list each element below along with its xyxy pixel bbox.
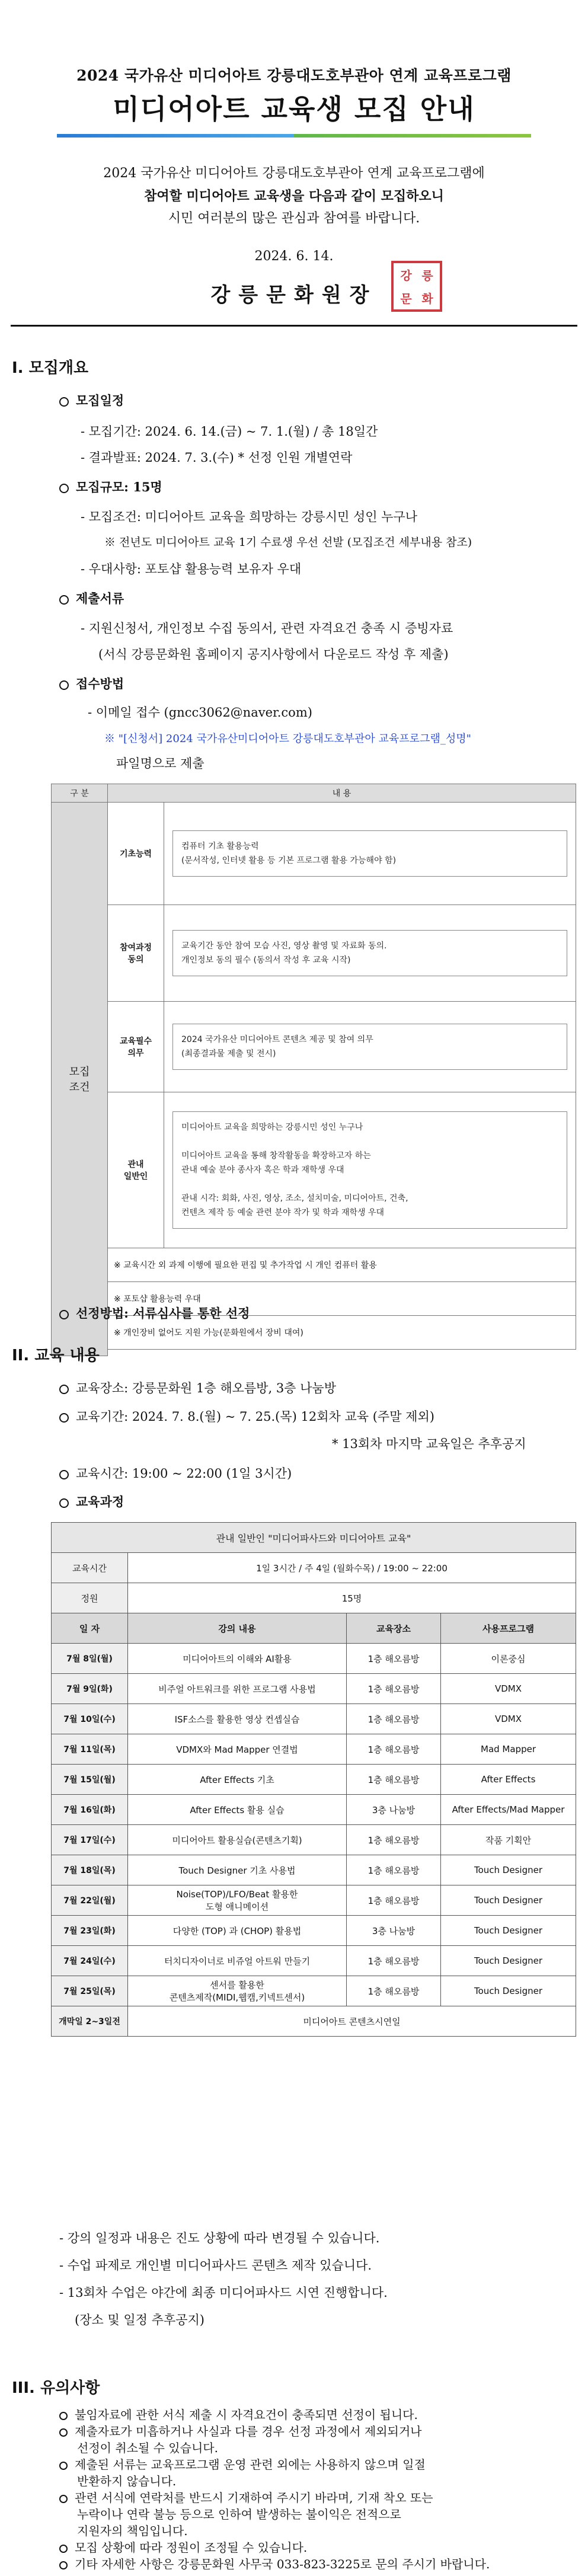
intro-line-1: 2024 국가유산 미디어아트 강릉대도호부관아 연계 교육프로그램에 [103, 166, 485, 181]
cond-note: ※ 교육시간 외 과제 이행에 필요한 편집 및 추가작업 시 개인 컴퓨터 활용 [108, 1248, 576, 1282]
schedule-caption: 관내 일반인 "미디어파사드와 미디어아트 교육" [52, 1523, 576, 1553]
schedule-cell: After Effects 기초 [128, 1765, 347, 1795]
schedule-cell: VDMX와 Mad Mapper 연결법 [128, 1734, 347, 1765]
docs-note: (서식 강릉문화원 홈페이지 공지사항에서 다운로드 작성 후 제출) [98, 647, 449, 661]
schedule-cell: 1층 해오름방 [347, 1946, 441, 1976]
schedule-row [52, 1946, 576, 1976]
cond-head-content: 내 용 [108, 784, 576, 803]
schedule-cell: 7월 25일(목) [52, 1976, 128, 2006]
cond-head-category: 구 분 [52, 784, 108, 803]
edu-period: 교육기간: 2024. 7. 8.(월) ~ 7. 25.(목) 12회차 교육 (주말 제외) [59, 1407, 434, 1425]
notice-date: 2024. 6. 14. [254, 249, 334, 264]
target-condition: - 모집조건: 미디어아트 교육을 희망하는 강릉시민 성인 누구나 [81, 510, 418, 524]
schedule-cell: 7월 23일(화) [52, 1916, 128, 1946]
schedule-cell: 7월 10일(수) [52, 1704, 128, 1734]
schedule-cell: 미디어아트 활용실습(콘텐츠기획) [128, 1825, 347, 1855]
edu-period-note: * 13회차 마지막 교육일은 추후공지 [332, 1437, 526, 1451]
schedule-cell: 1층 해오름방 [347, 1704, 441, 1734]
schedule-row [52, 1916, 576, 1946]
schedule-cell: 다양한 (TOP) 과 (CHOP) 활용법 [128, 1916, 347, 1946]
organization-name: 강릉문화원장 [210, 283, 378, 307]
page-title: 미디어아트 교육생 모집 안내 [113, 93, 475, 125]
schedule-cell: 미디어아트의 이해와 AI활용 [128, 1644, 347, 1674]
schedule-row [52, 1765, 576, 1795]
apply-email: - 이메일 접수 (gncc3062@naver.com) [88, 705, 312, 720]
schedule-cell: Mad Mapper [441, 1734, 576, 1765]
schedule-time-value: 1일 3시간 / 주 4일 (월화수목) / 19:00 ~ 22:00 [128, 1553, 576, 1583]
schedule-cell: Touch Designer [441, 1976, 576, 2006]
schedule-table [51, 1522, 576, 2037]
schedule-cell: 미디어아트 콘텐츠시연일 [128, 2006, 576, 2037]
col-program: 사용프로그램 [441, 1613, 576, 1644]
title-underline [57, 134, 531, 138]
schedule-cell: 1층 해오름방 [347, 1976, 441, 2006]
preference: - 우대사항: 포토샵 활용능력 보유자 우대 [81, 562, 302, 576]
schedule-cell: 7월 15일(월) [52, 1765, 128, 1795]
condition-table [51, 784, 576, 1356]
schedule-cell: 1층 해오름방 [347, 1644, 441, 1674]
intro-line-2: 참여할 미디어아트 교육생을 다음과 같이 모집하오니 [144, 188, 444, 204]
sec2-note: - 13회차 수업은 야간에 최종 미디어파사드 시연 진행합니다. [59, 2286, 388, 2300]
schedule-cell: 이론중심 [441, 1644, 576, 1674]
size-heading: 모집규모: 15명 [59, 478, 162, 496]
schedule-row [52, 1855, 576, 1885]
intro-text [0, 162, 588, 230]
col-date: 일 자 [52, 1613, 128, 1644]
schedule-row [52, 1976, 576, 2006]
period-heading: 모집일정 [59, 391, 124, 409]
schedule-cell: 7월 22일(월) [52, 1885, 128, 1916]
official-seal-icon: 강 릉 문 화 [391, 261, 442, 312]
cond-row-label: 참여과정 동의 [108, 905, 164, 1002]
schedule-cell: Touch Designer [441, 1855, 576, 1885]
schedule-cell: Touch Designer [441, 1916, 576, 1946]
docs-list: - 지원신청서, 개인정보 수집 동의서, 관련 자격요건 충족 시 증빙자료 [81, 621, 453, 635]
schedule-cell: 7월 17일(수) [52, 1825, 128, 1855]
section-1-title: I. 모집개요 [12, 359, 89, 377]
cond-row-text: 교육기간 동안 참여 모습 사진, 영상 촬영 및 자료화 동의. 개인정보 동의 필수 (동의서 작성 후 교육 시작) [164, 905, 576, 1002]
notice-item: 관련 서식에 연락처를 반드시 기재하여 주시기 바라며, 기재 착오 또는 [59, 2488, 433, 2505]
schedule-cell: 터치디자이너로 비쥬얼 아트워 만들기 [128, 1946, 347, 1976]
sec2-note: - 강의 일정과 내용은 진도 상황에 따라 변경될 수 있습니다. [59, 2231, 380, 2245]
schedule-time-label: 교육시간 [52, 1553, 128, 1583]
result-announce: - 결과발표: 2024. 7. 3.(수) * 선정 인원 개별연락 [81, 450, 353, 465]
schedule-cell: After Effects 활용 실습 [128, 1795, 347, 1825]
edu-course: 교육과정 [59, 1492, 124, 1510]
schedule-row [52, 1674, 576, 1704]
notice-item: 제출된 서류는 교육프로그램 운영 관련 외에는 사용하지 않으며 일절 [59, 2455, 426, 2472]
schedule-capacity-value: 15명 [128, 1583, 576, 1613]
schedule-cell: After Effects/Mad Mapper [441, 1795, 576, 1825]
schedule-cell: 7월 9일(화) [52, 1674, 128, 1704]
edu-time: 교육시간: 19:00 ~ 22:00 (1일 3시간) [59, 1464, 292, 1482]
schedule-cell: 1층 해오름방 [347, 1855, 441, 1885]
section-divider [11, 325, 577, 327]
schedule-cell: 7월 11일(목) [52, 1734, 128, 1765]
schedule-row [52, 1795, 576, 1825]
cond-row-label: 교육필수 의무 [108, 1002, 164, 1092]
sec2-note: (장소 및 일정 추후공지) [75, 2313, 204, 2327]
col-place: 교육장소 [347, 1613, 441, 1644]
schedule-cell: 1층 해오름방 [347, 1885, 441, 1916]
header-subtitle: 2024 국가유산 미디어아트 강릉대도호부관아 연계 교육프로그램 [76, 67, 512, 84]
section-2-title: II. 교육 내용 [12, 1347, 100, 1364]
notice-item: 반환하지 않습니다. [77, 2474, 177, 2488]
schedule-cell: VDMX [441, 1674, 576, 1704]
schedule-cell: 센서를 활용한 콘텐츠제작(MIDI,웹캠,키넥트센서) [128, 1976, 347, 2006]
intro-line-3: 시민 여러분의 많은 관심과 참여를 바랍니다. [168, 211, 420, 226]
notice-item: 제출자료가 미흡하거나 사실과 다를 경우 선정 과정에서 제외되거나 [59, 2422, 421, 2439]
cond-note: ※ 개인장비 없어도 지원 가능(문화원에서 장비 대여) [108, 1316, 576, 1350]
schedule-cell: 7월 18일(목) [52, 1855, 128, 1885]
schedule-row [52, 1704, 576, 1734]
notice-item: 누락이나 연락 불능 등으로 인하여 발생하는 불이익은 전적으로 [77, 2507, 401, 2521]
target-note: ※ 전년도 미디어아트 교육 1기 수료생 우선 선발 (모집조건 세부내용 참조) [104, 536, 472, 549]
cond-row-text: 미디어아트 교육을 희망하는 강릉시민 성인 누구나 미디어아트 교육을 통해 창작활동을 확장하고자 하는 관내 예술 분야 종사자 혹은 학과 재학생 우대 관내 시각: 회화, 사진, 영상, 조소, 설치미술, 미디어아트, 건축, 컨텐츠 제작 등 예술 관련 분야 작가 및 학과 재학생 우대 [164, 1092, 576, 1248]
sec2-note: - 수업 파제로 개인별 미디어파사드 콘텐츠 제작 있습니다. [59, 2258, 372, 2273]
schedule-row [52, 1734, 576, 1765]
notice-item: 모집 상황에 따라 정원이 조정될 수 있습니다. [59, 2538, 307, 2555]
docs-heading: 제출서류 [59, 589, 124, 607]
schedule-cell: 1층 해오름방 [347, 1765, 441, 1795]
schedule-cell: Noise(TOP)/LFO/Beat 활용한 도형 애니메이션 [128, 1885, 347, 1916]
apply-filename-note-2: 파일명으로 제출 [116, 756, 204, 771]
schedule-cell: 개막일 2~3일전 [52, 2006, 128, 2037]
schedule-cell: 1층 해오름방 [347, 1734, 441, 1765]
schedule-cell: After Effects [441, 1765, 576, 1795]
schedule-cell: 1층 해오름방 [347, 1825, 441, 1855]
cond-row-text: 2024 국가유산 미디어아트 콘텐츠 제공 및 참여 의무 (최종결과물 제출 및 전시) [164, 1002, 576, 1092]
cond-row-text: 컴퓨터 기초 활용능력 (문서작성, 인터넷 활용 등 기본 프로그램 활용 가능해야 함) [164, 803, 576, 905]
section-3-title: III. 유의사항 [12, 2379, 100, 2397]
schedule-cell: Touch Designer [441, 1946, 576, 1976]
recruit-period: - 모집기간: 2024. 6. 14.(금) ~ 7. 1.(월) / 총 18일간 [81, 424, 378, 439]
schedule-cell: 7월 24일(수) [52, 1946, 128, 1976]
schedule-cell: 비주얼 아트워크를 위한 프로그램 사용법 [128, 1674, 347, 1704]
schedule-row [52, 1644, 576, 1674]
notice-item: 기타 자세한 사항은 강릉문화원 사무국 033-823-3225로 문의 주시기 바랍니다. [59, 2555, 490, 2572]
schedule-cell: 3층 나눔방 [347, 1916, 441, 1946]
notice-item: 불임자료에 관한 서식 제출 시 자격요건이 충족되면 선정이 됩니다. [59, 2405, 418, 2422]
cond-side-label: 모집 조건 [52, 803, 108, 1356]
schedule-cell: Touch Designer [441, 1885, 576, 1916]
apply-heading: 접수방법 [59, 675, 124, 692]
schedule-cell: 작품 기획안 [441, 1825, 576, 1855]
schedule-row [52, 1885, 576, 1916]
schedule-cell: Touch Designer 기초 사용법 [128, 1855, 347, 1885]
schedule-row [52, 2006, 576, 2037]
notice-item: 지원자의 책임입니다. [77, 2524, 188, 2538]
apply-filename-note: ※ "[신청서] 2024 국가유산미디어아트 강릉대도호부관아 교육프로그램_성명" [104, 733, 471, 745]
schedule-cell: 7월 8일(월) [52, 1644, 128, 1674]
cond-row-label: 관내 일반인 [108, 1092, 164, 1248]
schedule-row [52, 1825, 576, 1855]
edu-place: 교육장소: 강릉문화원 1층 해오름방, 3층 나눔방 [59, 1379, 336, 1396]
notice-item: 선정이 취소될 수 있습니다. [77, 2441, 218, 2455]
schedule-cell: VDMX [441, 1704, 576, 1734]
schedule-cell: 1층 해오름방 [347, 1674, 441, 1704]
schedule-cell: 3층 나눔방 [347, 1795, 441, 1825]
col-content: 강의 내용 [128, 1613, 347, 1644]
schedule-cell: 7월 16일(화) [52, 1795, 128, 1825]
schedule-cell: ISF소스를 활용한 영상 컨셉실습 [128, 1704, 347, 1734]
cond-row-label: 기초능력 [108, 803, 164, 905]
select-method: 선정방법: 서류심사를 통한 선정 [59, 1304, 250, 1322]
schedule-capacity-label: 정원 [52, 1583, 128, 1613]
cond-note: ※ 포토샵 활용능력 우대 [108, 1282, 576, 1316]
